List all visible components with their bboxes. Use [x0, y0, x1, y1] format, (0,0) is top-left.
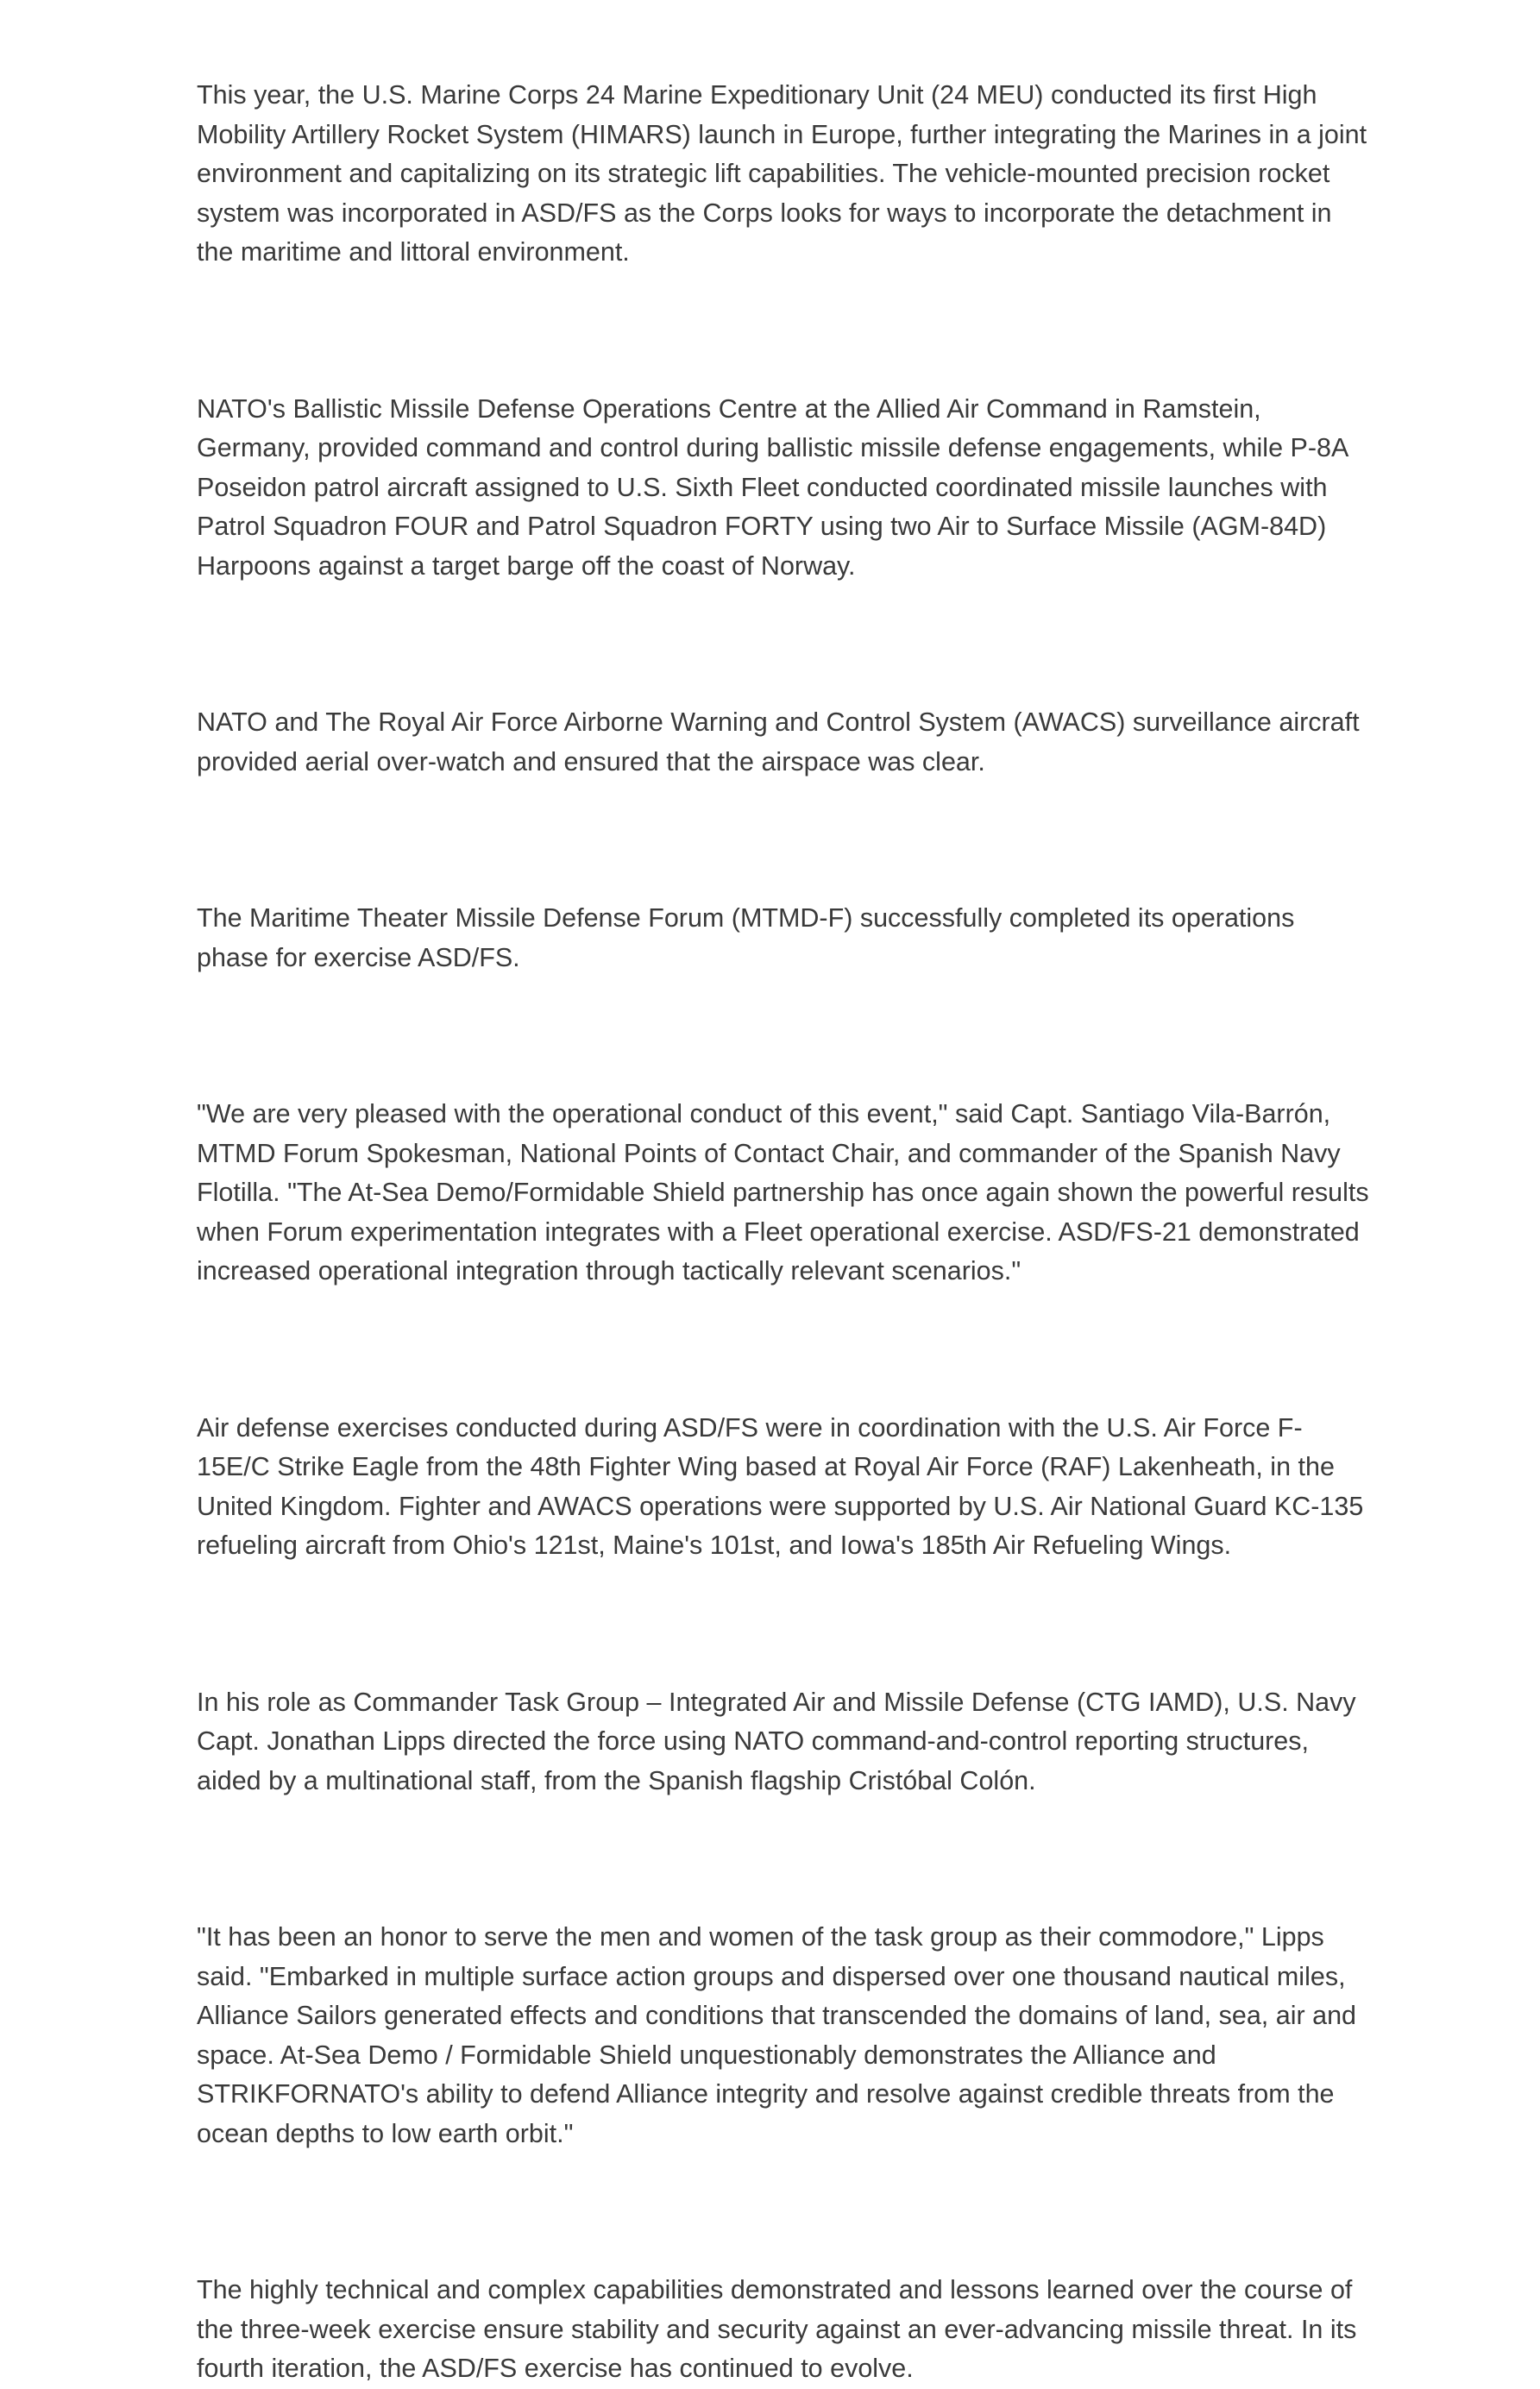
paragraph-air-defense: Air defense exercises conducted during ASD/FS were in coordination with the U.S. Air Force F-15E/C Strike Eagle from the 48th Fighter Wing based at Royal Air Force (RAF) Lakenheath, in the United Kingdom. Fighter and AWACS operations were supported by U.S. Air National Guard KC-135 refueling aircraft from Ohio's 121st, Maine's 101st, and Iowa's 185th Air Refueling Wings.	[197, 1412, 1364, 1560]
paragraph-vila-barron-quote: "We are very pleased with the operational conduct of this event," said Capt. Santiago Vila-Barrón, MTMD Forum Spokesman, National Points of Contact Chair, and commander of the Spanish Navy Flotilla. "The At-Sea Demo/Formidable Shield partnership has once again shown the powerful results when Forum experimentation integrates with a Fleet operational exercise. ASD/FS-21 demonstrated increased operational integration through tactically relevant scenarios."	[197, 1099, 1369, 1286]
paragraph-mtmd-forum: The Maritime Theater Missile Defense Forum (MTMD-F) successfully completed its operations phase for exercise ASD/FS.	[197, 903, 1295, 972]
paragraph-lipps-quote: "It has been an honor to serve the men and women of the task group as their commodore," Lipps said. "Embarked in multiple surface action groups and dispersed over one thousand nautical miles, Alliance Sailors generated effects and conditions that transcended the domains of land, sea, air and space. At-Sea Demo / Formidable Shield unquestionably demonstrates the Alliance and STRIKFORNATO's ability to defend Alliance integrity and resolve against credible threats from the ocean depths to low earth orbit."	[197, 1922, 1356, 2148]
paragraph-conclusion: The highly technical and complex capabilities demonstrated and lessons learned over the course of the three-week exercise ensure stability and security against an ever-advancing missile threat. In its fourth iteration, the ASD/FS exercise has continued to evolve.	[197, 2275, 1357, 2383]
paragraph-himars-launch: This year, the U.S. Marine Corps 24 Marine Expeditionary Unit (24 MEU) conducted its first High Mobility Artillery Rocket System (HIMARS) launch in Europe, further integrating the Marines in a joint environment and capitalizing on its strategic lift capabilities. The vehicle-mounted precision rocket system was incorporated in ASD/FS as the Corps looks for ways to incorporate the detachment in the maritime and littoral environment.	[197, 80, 1367, 267]
paragraph-awacs-overwatch: NATO and The Royal Air Force Airborne Warning and Control System (AWACS) surveillance aircraft provided aerial over-watch and ensured that the airspace was clear.	[197, 707, 1360, 776]
paragraph-ctg-iamd: In his role as Commander Task Group – Integrated Air and Missile Defense (CTG IAMD), U.S. Navy Capt. Jonathan Lipps directed the force using NATO command-and-control reporting structures, aided by a multinational staff, from the Spanish flagship Cristóbal Colón.	[197, 1687, 1356, 1795]
paragraph-bmd-operations: NATO's Ballistic Missile Defense Operations Centre at the Allied Air Command in Ramstein, Germany, provided command and control during ballistic missile defense engagements, while P-8A Poseidon patrol aircraft assigned to U.S. Sixth Fleet conducted coordinated missile launches with Patrol Squadron FOUR and Patrol Squadron FORTY using two Air to Surface Missile (AGM-84D) Harpoons against a target barge off the coast of Norway.	[197, 393, 1348, 581]
article-body	[197, 76, 1370, 2389]
